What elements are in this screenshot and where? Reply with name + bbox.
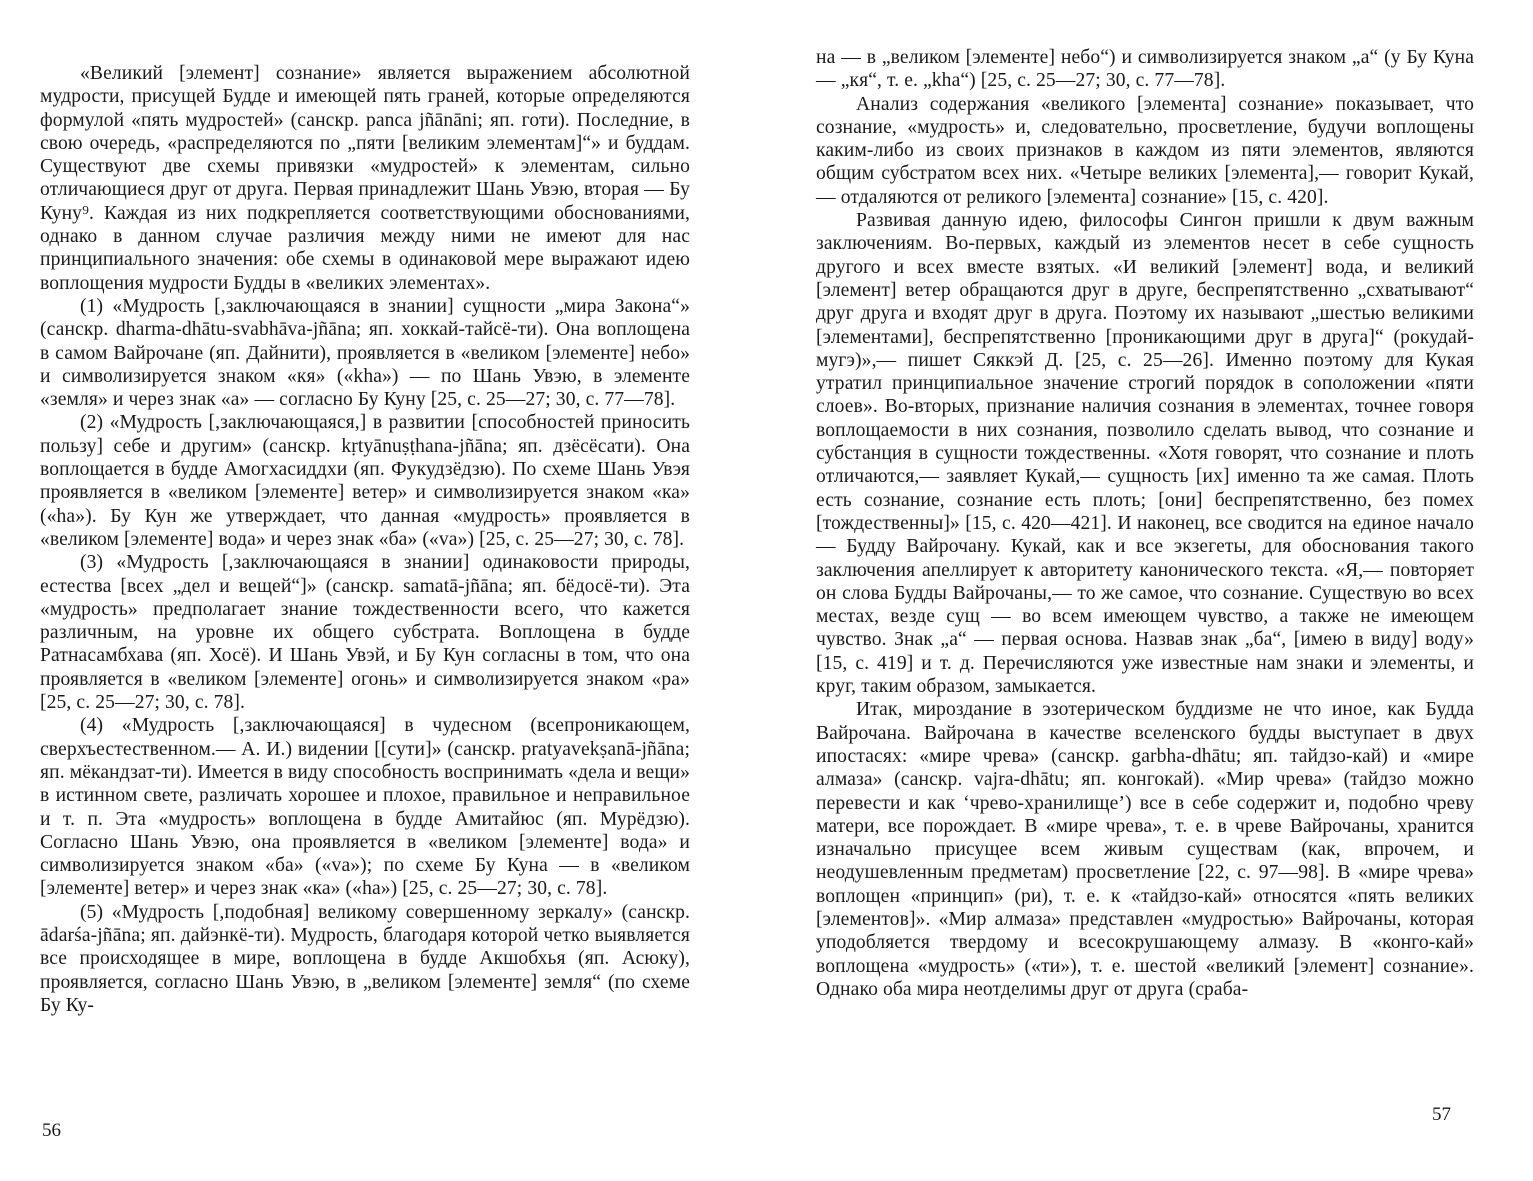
page-number: 57 [1432, 1104, 1451, 1125]
right-page [766, 0, 1533, 1181]
paragraph: Развивая данную идею, философы Сингон пришли к двум важным заключениям. Во-первых, каждый из элементов несет в себе сущность другого и всех вместе взятых. «И великий [элемент] вода, и великий [элемент] ветер обращаются друг в друге, беспрепятственно „схватывают“ друг друга и входят друг в друга. Поэтому их называют „шестью великими [элементами], беспрепятственно [проникающими друг в друга]“ (рокудай-мугэ)»,— пишет Сяккэй Д. [25, с. 25—26]. Именно поэтому для Кукая утратил принципиальное значение строгий порядок в соположении «пяти слоев». Во-вторых, признание наличия сознания в элементах, точнее говоря воплощаемости в них сознания, позволило сделать вывод, что сознание и субстанция в сущности тождественны. «Хотя говорят, что сознание и плоть отличаются,— заявляет Кукай,— сущность [их] именно та же самая. Плоть есть сознание, сознание есть плоть; [они] беспрепятственно, без помех [тождественны]» [15, с. 420—421]. И наконец, все сводится на единое начало — Будду Вайрочану. Кукай, как и все экзегеты, для обоснования такого заключения апеллирует к авторитету канонического текста. «Я,— повторяет он слова Будды Вайрочаны,— то же самое, что сознание. Существую во всех местах, везде сущ — во всем имеющем чувство, а также не имеющем чувство. Знак „а“ — первая основа. Назвав знак „ба“, [имею в виду] воду» [15, с. 419] и т. д. Перечисляются уже известные нам знаки и элементы, и круг, таким образом, замыкается. [816, 210, 1474, 698]
paragraph: (1) «Мудрость [,заключающаяся в знании] сущности „мира Закона“» (санскр. dharma-dhātu-svabhāva-jñāna; яп. хоккай-тайсё-ти). Она воплощена в самом Вайрочане (яп. Дайнити), проявляется в «великом [элементе] небо» и символизируется знаком «кя» («kha») — по Шань Увэю, в элементе «земля» и через знак «а» — согласно Бу Куну [25, с. 25—27; 30, с. 77—78]. [40, 295, 690, 411]
left-page [0, 0, 766, 1181]
paragraph: (3) «Мудрость [,заключающаяся в знании] одинаковости природы, естества [всех „дел и вещей“]» (санскр. samatā-jñāna; яп. бёдосё-ти). Эта «мудрость» предполагает знание тождественности всего, что кажется различным, на уровне их общего субстрата. Воплощена в будде Ратнасамбхава (яп. Хосё). И Шань Увэй, и Бу Кун согласны в том, что она проявляется в «великом [элементе] огонь» и символизируется знаком «ра» [25, с. 25—27; 30, с. 78]. [40, 552, 690, 714]
paragraph: (4) «Мудрость [,заключающаяся] в чудесном (всепроникающем, сверхъестественном.— А. И.) видении [[сути]» (санскр. pratyavekṣanā-jñāna; яп. мёкандзат-ти). Имеется в виду способность воспринимать «дела и вещи» в истинном свете, различать хорошее и плохое, правильное и неправильное и т. п. Эта «мудрость» воплощена в будде Амитайюс (яп. Мурёдзю). Согласно Шань Увэю, она проявляется в «великом [элементе] вода» и символизируется знаком «ба» («va»); по схеме Бу Куна — в «великом [элементе] ветер» и через знак «ка» («ha») [25, с. 25—27; 30, с. 78]. [40, 715, 690, 900]
paragraph: Анализ содержания «великого [элемента] сознание» показывает, что сознание, «мудрость» и, следовательно, просветление, будучи воплощены каким-либо из своих признаков в каждом из пяти элементов, являются общим субстратом всех них. «Четыре великих [элемента],— говорит Кукай,— отдаляются от реликого [элемента] сознание» [15, с. 420]. [816, 93, 1474, 208]
paragraph: на — в „великом [элементе] небо“) и символизируется знаком „а“ (у Бу Куна — „кя“, т. е. „kha“) [25, с. 25—27; 30, с. 77—78]. [816, 47, 1474, 92]
paragraph: (2) «Мудрость [,заключающаяся,] в развитии [способностей приносить пользу] себе и другим» (санскр. kṛtyānuṣṭhana-jñāna; яп. дзёсёсати). Она воплощается в будде Амогхасиддхи (яп. Фукудзёдзю). По схеме Шань Увэя проявляется в «великом [элементе] ветер» и символизируется знаком «ка» («ha»). Бу Кун же утверждает, что данная «мудрость» проявляется в «великом [элементе] вода» и через знак «ба» («va») [25, с. 25—27; 30, с. 78]. [40, 412, 690, 550]
paragraph: «Великий [элемент] сознание» является выражением абсолютной мудрости, присущей Будде и имеющей пять граней, которые определяются формулой «пять мудростей» (санскр. panca jñānāni; яп. готи). Последние, в свою очередь, «распределяются по „пяти [великим элементам]“» и буддам. Существуют две схемы привязки «мудростей» к элементам, сильно отличающиеся друг от друга. Первая принадлежит Шань Увэю, вторая — Бу Куну⁹. Каждая из них подкрепляется соответствующими обоснованиями, однако в данном случае различия между ними не имеют для нас принципиального значения: обе схемы в одинаковой мере выражают идею воплощения мудрости Будды в «великих элементах». [40, 63, 690, 294]
paragraph: Итак, мироздание в эзотерическом буддизме не что иное, как Будда Вайрочана. Вайрочана в качестве вселенского будды выступает в двух ипостасях: «мире чрева» (санскр. garbha-dhātu; яп. тайдзо-кай) и «мире алмаза» (санскр. vajra-dhātu; яп. конгокай). «Мир чрева» (тайдзо можно перевести и как ‘чрево-хранилище’) все в себе содержит и, подобно чреву матери, все порождает. В «мире чрева», т. е. в чреве Вайрочаны, хранится изначально присущее всем живым существам (как, впрочем, и неодушевленным предметам) просветление [22, с. 97—98]. В «мире чрева» воплощен «принцип» (ри), т. е. к «тайдзо-кай» относятся «пять великих [элементов]». «Мир алмаза» представлен «мудростью» Вайрочаны, которая уподобляется твердому и всесокрушающему алмазу. В «конго-кай» воплощена «мудрость» («ти»), т. е. шестой «великий [элемент] сознание». Однако оба мира неотделимы друг от друга (сраба- [816, 699, 1474, 1000]
right-page-text-column [816, 46, 1474, 1001]
page-number: 56 [42, 1120, 61, 1141]
paragraph: (5) «Мудрость [,подобная] великому совершенному зеркалу» (санскр. ādarśa-jñāna; яп. дайэнкё-ти). Мудрость, благодаря которой четко выявляется все происходящее в мире, воплощена в будде Акшобхья (яп. Асюку), проявляется, согласно Шань Увэю, в „великом [элементе] земля“ (по схеме Бу Ку- [40, 901, 690, 1016]
left-page-text-column [40, 62, 690, 1017]
